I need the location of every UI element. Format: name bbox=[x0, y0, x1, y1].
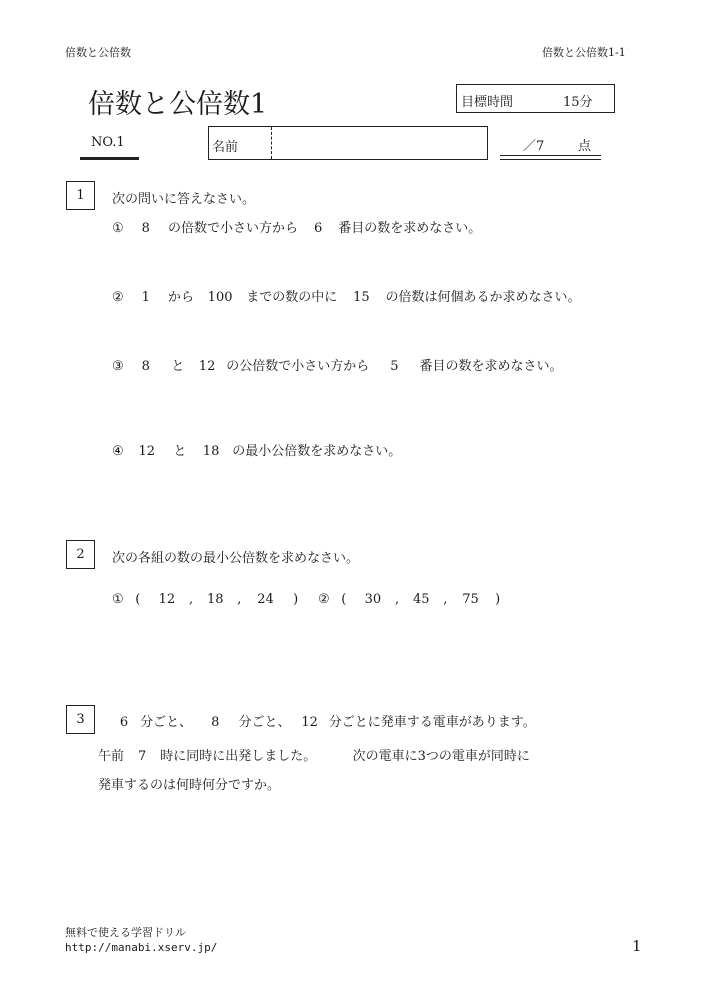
paren: ( bbox=[135, 592, 141, 607]
number-value: 45 bbox=[412, 592, 430, 607]
question-1-item-1 bbox=[112, 217, 481, 236]
number-value: 6 bbox=[119, 715, 129, 730]
target-time-box bbox=[456, 84, 615, 113]
question-2-item-2 bbox=[318, 592, 505, 607]
number-value: 24 bbox=[257, 592, 274, 607]
number-value: 18 bbox=[202, 444, 220, 459]
item-text: 分ごとに発車する電車があります。 bbox=[328, 715, 536, 730]
item-text: 番目の数を求めなさい。 bbox=[419, 359, 563, 374]
number-value: 8 bbox=[141, 221, 150, 236]
item-text: までの数の中に bbox=[246, 290, 338, 305]
number-value: 1 bbox=[141, 290, 150, 305]
sheet-number: NO.1 bbox=[91, 135, 125, 150]
name-label: 名前 bbox=[212, 140, 239, 155]
item-text: の倍数は何個あるか求めなさい。 bbox=[385, 290, 581, 305]
header-left: 倍数と公倍数 bbox=[65, 46, 131, 59]
name-input[interactable] bbox=[273, 127, 487, 159]
target-time-value: 15分 bbox=[563, 95, 593, 110]
number-value: 100 bbox=[207, 290, 233, 305]
number-underline bbox=[80, 157, 139, 160]
number-value: 5 bbox=[390, 359, 399, 374]
item-text: 午前 bbox=[98, 749, 125, 764]
question-1-instruction: 次の問いに答えなさい。 bbox=[112, 192, 256, 207]
name-divider bbox=[271, 127, 272, 159]
question-1-item-2 bbox=[112, 286, 581, 305]
number-value: 12 bbox=[138, 444, 156, 459]
number-value: 75 bbox=[462, 592, 479, 607]
item-mark: ② bbox=[112, 290, 124, 305]
page-number: 1 bbox=[632, 937, 642, 955]
question-3-line-2 bbox=[98, 745, 530, 764]
item-text: の最小公倍数を求めなさい。 bbox=[232, 444, 402, 459]
question-3-line-1 bbox=[112, 711, 536, 730]
paren: ) bbox=[495, 592, 501, 607]
question-1-item-3 bbox=[112, 355, 563, 374]
question-3-number: 3 bbox=[66, 705, 95, 734]
paren: ) bbox=[293, 592, 299, 607]
score-underline bbox=[500, 155, 601, 160]
number-value: 12 bbox=[301, 715, 318, 730]
page-title: 倍数と公倍数1 bbox=[88, 89, 268, 120]
question-2-item-1 bbox=[112, 592, 305, 607]
number-value: 18 bbox=[206, 592, 224, 607]
comma: , bbox=[237, 592, 242, 607]
number-value: 15 bbox=[353, 290, 370, 305]
item-text: 時に同時に出発しました。 bbox=[160, 749, 317, 764]
target-time-label: 目標時間 bbox=[461, 95, 514, 110]
number-value: 12 bbox=[198, 359, 216, 374]
item-text: 次の電車に3つの電車が同時に bbox=[352, 749, 530, 764]
score-unit: 点 bbox=[578, 139, 592, 154]
item-text: の公倍数で小さい方から bbox=[226, 359, 370, 374]
footer-line-1: 無料で使える学習ドリル bbox=[65, 926, 186, 939]
comma: , bbox=[443, 592, 448, 607]
item-mark: ③ bbox=[112, 359, 124, 374]
header-right: 倍数と公倍数1-1 bbox=[542, 46, 626, 59]
item-text: 分ごと、 bbox=[238, 715, 291, 730]
item-mark: ① bbox=[112, 221, 124, 236]
question-1-item-4 bbox=[112, 440, 401, 459]
paren: ( bbox=[341, 592, 347, 607]
number-value: 7 bbox=[138, 749, 147, 764]
question-3-line-3: 発車するのは何時何分ですか。 bbox=[98, 778, 281, 793]
question-2-instruction: 次の各組の数の最小公倍数を求めなさい。 bbox=[112, 551, 360, 566]
item-text: と bbox=[173, 444, 187, 459]
number-value: 6 bbox=[313, 221, 323, 236]
name-box bbox=[208, 126, 488, 160]
number-value: 30 bbox=[364, 592, 382, 607]
comma: , bbox=[189, 592, 194, 607]
number-value: 8 bbox=[141, 359, 150, 374]
item-text: 番目の数を求めなさい。 bbox=[338, 221, 482, 236]
score-total: ／7 bbox=[523, 139, 545, 154]
footer-url[interactable]: http://manabi.xserv.jp/ bbox=[65, 941, 218, 954]
item-text: と bbox=[171, 359, 185, 374]
item-text: の倍数で小さい方から bbox=[167, 221, 298, 236]
question-2-number: 2 bbox=[66, 540, 95, 569]
item-mark: ① bbox=[112, 592, 124, 607]
item-text: 分ごと、 bbox=[140, 715, 193, 730]
comma: , bbox=[395, 592, 400, 607]
question-1-number: 1 bbox=[66, 181, 95, 210]
number-value: 12 bbox=[158, 592, 176, 607]
item-mark: ② bbox=[318, 592, 330, 607]
number-value: 8 bbox=[211, 715, 220, 730]
item-mark: ④ bbox=[112, 444, 124, 459]
item-text: から bbox=[167, 290, 194, 305]
